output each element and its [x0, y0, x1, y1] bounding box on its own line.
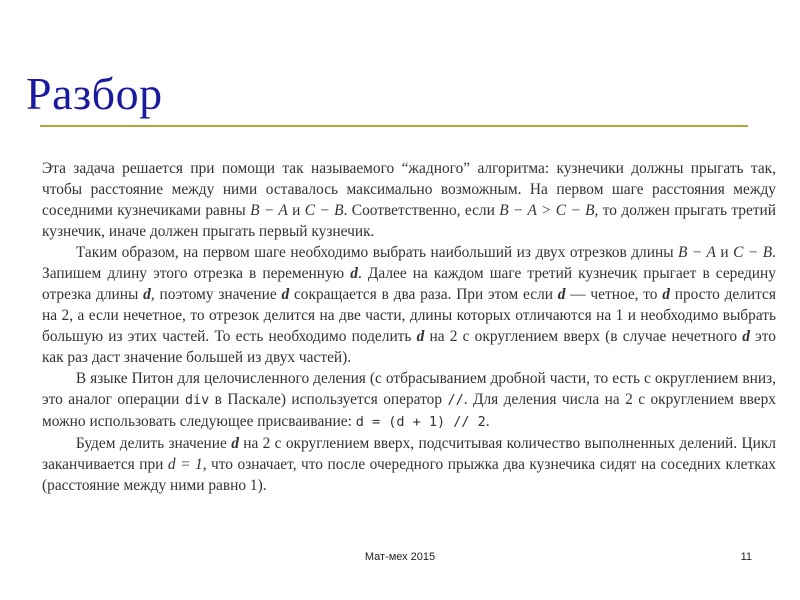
var-d: d — [281, 286, 290, 303]
var-d: d — [231, 435, 239, 452]
text: в Паскале) используется оператор — [209, 391, 448, 408]
text: . Запишем длину этого отрезка в переменную — [42, 244, 776, 282]
var-d: d — [350, 265, 358, 282]
text: сокращается в два раза. При этом если — [289, 286, 558, 303]
math-inequality: B − A > C − B — [499, 202, 595, 219]
math-b-minus-a: B − A — [678, 244, 716, 261]
code-assignment: d = (d + 1) // 2 — [355, 414, 486, 430]
text: Эта задача решается при помощи так называемого “жадного” алгоритма: кузнечики должны прыгать так, чтобы расстояние между ними оставалось максимально возможным. На первом шаге расстояния между соседними кузнечиками равны — [42, 160, 776, 219]
text: , поэтому значение — [150, 286, 282, 303]
math-c-minus-b: C − B — [304, 202, 344, 219]
text: и — [715, 244, 734, 261]
var-d: d — [143, 286, 151, 303]
paragraph-segment-length — [42, 242, 776, 368]
code-floor-div-operator: // — [447, 392, 464, 408]
text: В языке Питон для целочисленного деления (с отбрасыванием дробной части, то есть с округлением вниз, это аналог операции — [42, 370, 776, 408]
paragraph-loop — [42, 433, 776, 496]
text: это как раз даст значение большей из двух частей). — [42, 328, 776, 366]
text: — четное, то — [565, 286, 663, 303]
text: . Для деления числа на 2 с округлением вверх можно использовать следующее присваивание: — [42, 391, 776, 430]
title-divider — [40, 125, 748, 127]
paragraph-greedy-intro — [42, 158, 776, 242]
footer-label: Мат-мех 2015 — [364, 551, 436, 563]
slide-number: 11 — [740, 551, 752, 563]
var-d: d — [742, 328, 750, 345]
slide-title: Разбор — [26, 68, 163, 119]
math-c-minus-b: C − B — [733, 244, 773, 261]
text: , что означает, что после очередного прыжка два кузнечика сидят на соседних клетках (расстояние между ними равно 1). — [42, 456, 776, 494]
var-d: d — [662, 286, 670, 303]
text: Будем делить значение — [75, 435, 232, 452]
text: . Соответственно, если — [343, 202, 500, 219]
code-div: div — [184, 392, 210, 408]
var-d: d — [557, 286, 566, 303]
slide-body — [42, 158, 776, 496]
text: . Далее на каждом шаге третий кузнечик прыгает в середину отрезка длины — [42, 265, 776, 303]
text: на 2 с округлением вверх, подсчитывая количество выполненных делений. Цикл заканчивается при — [42, 435, 776, 473]
paragraph-python-division — [42, 368, 776, 433]
text: , то должен прыгать третий кузнечик, иначе должен прыгать первый кузнечик. — [42, 202, 777, 240]
var-d: d — [416, 328, 425, 345]
text: и — [287, 202, 305, 219]
text: просто делится на 2, а если нечетное, то отрезок делится на две части, длины которых отличаются на 1 и необходимо выбрать большую из этих частей. То есть необходимо поделить — [42, 286, 776, 345]
text: на 2 с округлением вверх (в случае нечетного — [424, 328, 743, 345]
math-b-minus-a: B − A — [250, 202, 288, 219]
text: . — [485, 413, 490, 430]
math-d-equals-1: d = 1 — [167, 456, 203, 473]
text: Таким образом, на первом шаге необходимо выбрать наибольший из двух отрезков длины — [75, 244, 679, 261]
